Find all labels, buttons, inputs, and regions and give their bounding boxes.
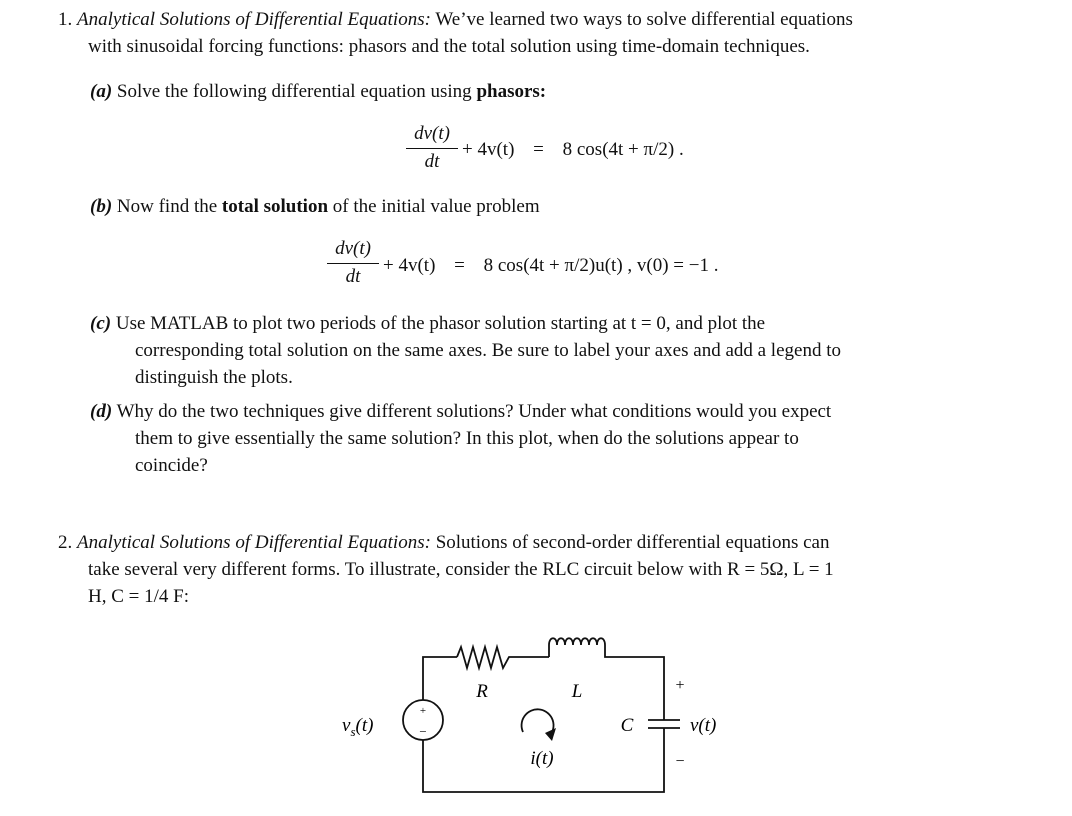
resistor-symbol (457, 647, 549, 668)
problem1 (58, 6, 1048, 60)
resistor-label: R (476, 681, 488, 702)
problem1-intro-line1: 1. Analytical Solutions of Differential Equations: We’ve learned two ways to solve differential equations (58, 9, 853, 30)
part-a-label: (a) (90, 81, 113, 102)
part-d: (d) Why do the two techniques give different solutions? Under what conditions would you expect them to give essentially the same solution? In this plot, when do the solutions appear to coincide? (90, 401, 832, 476)
part-c-label: (c) (90, 313, 112, 334)
source-label: $v_s(t)$ (342, 715, 374, 739)
source-plus-sign: + (419, 705, 427, 717)
equation-b-fraction: dv(t) dt (327, 237, 379, 288)
problem2: 2. Analytical Solutions of Differential Equations: Solutions of second-order differential equations can take several very different forms. To illustrate, consider the RLC circuit below with R = 5Ω, L = 1 H, C = 1/4 F: (58, 532, 834, 607)
problem2-number: 2. (58, 532, 73, 553)
wire-left (423, 657, 457, 700)
problem1-number: 1. (58, 9, 73, 30)
inductor-label: L (571, 681, 583, 702)
problem2-title: Analytical Solutions of Differential Equations: (77, 532, 431, 553)
equation-a-fraction: dv(t) dt (406, 122, 458, 173)
problem1-intro-line2: with sinusoidal forcing functions: phasors and the total solution using time-domain techniques. (88, 36, 810, 57)
current-arrow (522, 709, 554, 734)
part-c: (c) Use MATLAB to plot two periods of the phasor solution starting at t = 0, and plot the corresponding total solution on the same axes. Be sure to label your axes and add a legend to distinguish the plots. (90, 313, 841, 388)
rlc-circuit (330, 625, 750, 805)
equation-b: + 4v(t) = 8 cos(4t + π/2)u(t) , v(0) = −1 . (383, 255, 719, 276)
capacitor-label: C (620, 715, 634, 736)
current-label: i(t) (530, 748, 554, 769)
capacitor-plus-sign: + (675, 677, 685, 694)
part-b-label: (b) (90, 196, 113, 217)
part-a-text: (a) Solve the following differential equation using phasors: (90, 81, 547, 102)
source-minus-sign: − (419, 724, 427, 739)
capacitor-minus-sign: − (675, 753, 685, 770)
problem1-title: Analytical Solutions of Differential Equations: (77, 9, 431, 30)
part-d-label: (d) (90, 401, 113, 422)
part-b-text: (b) Now find the total solution of the initial value problem (90, 196, 540, 217)
inductor-symbol (549, 638, 664, 720)
voltage-label: v(t) (690, 715, 717, 736)
equation-a: + 4v(t) = 8 cos(4t + π/2) . (462, 139, 684, 160)
